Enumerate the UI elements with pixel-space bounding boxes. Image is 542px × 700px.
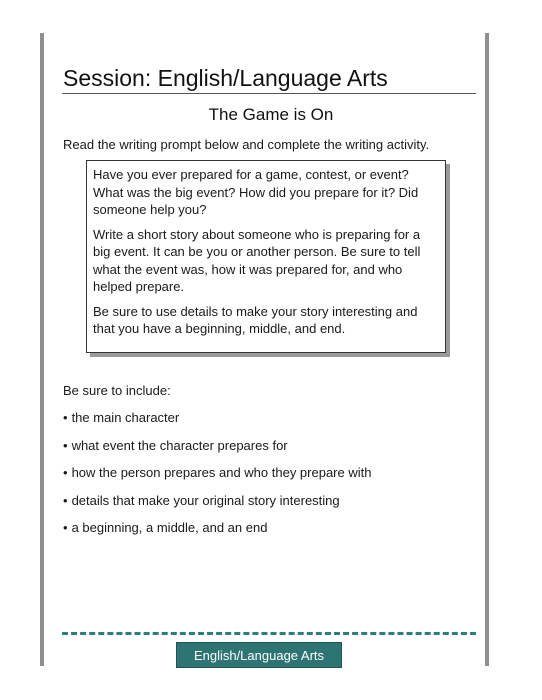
prompt-paragraph-questions: Have you ever prepared for a game, contest, or event? What was the big event? How did you prepare for it? Did someone help you? [93,167,419,217]
instruction-text: Read the writing prompt below and complete the writing activity. [63,137,430,152]
list-item-text: a beginning, a middle, and an end [71,520,268,535]
bullet-icon: • [63,437,68,453]
prompt-paragraph-task: Write a short story about someone who is preparing for a big event. It can be you or another person. Be sure to tell what the event was, how it was prepared for, and who helped prepare. [93,226,421,294]
right-margin-bar [485,33,489,666]
activity-title: The Game is On [208,105,334,124]
list-item [63,492,371,520]
include-heading: Be sure to include: [63,383,171,398]
bullet-icon: • [63,465,68,480]
list-item [63,519,371,547]
list-item-text: the main character [71,410,180,425]
bullet-icon: • [63,520,68,535]
footer-dashed-divider [62,632,476,635]
bullet-icon: • [63,492,68,508]
list-item-text: how the person prepares and who they prepare with [71,465,372,480]
list-item [63,409,371,437]
list-item-text: details that make your original story interesting [71,492,340,508]
list-item [63,437,371,465]
list-item-text: what event the character prepares for [71,437,288,453]
list-item [63,464,371,492]
title-underline [62,93,476,94]
session-title: Session: English/Language Arts [63,65,388,91]
include-list [63,409,371,547]
footer-subject-tag: English/Language Arts [176,642,342,668]
bullet-icon: • [63,410,68,425]
writing-prompt-box [86,160,446,353]
left-margin-bar [40,33,44,666]
prompt-paragraph-details: Be sure to use details to make your story interesting and that you have a beginning, middle, and end. [93,303,418,336]
